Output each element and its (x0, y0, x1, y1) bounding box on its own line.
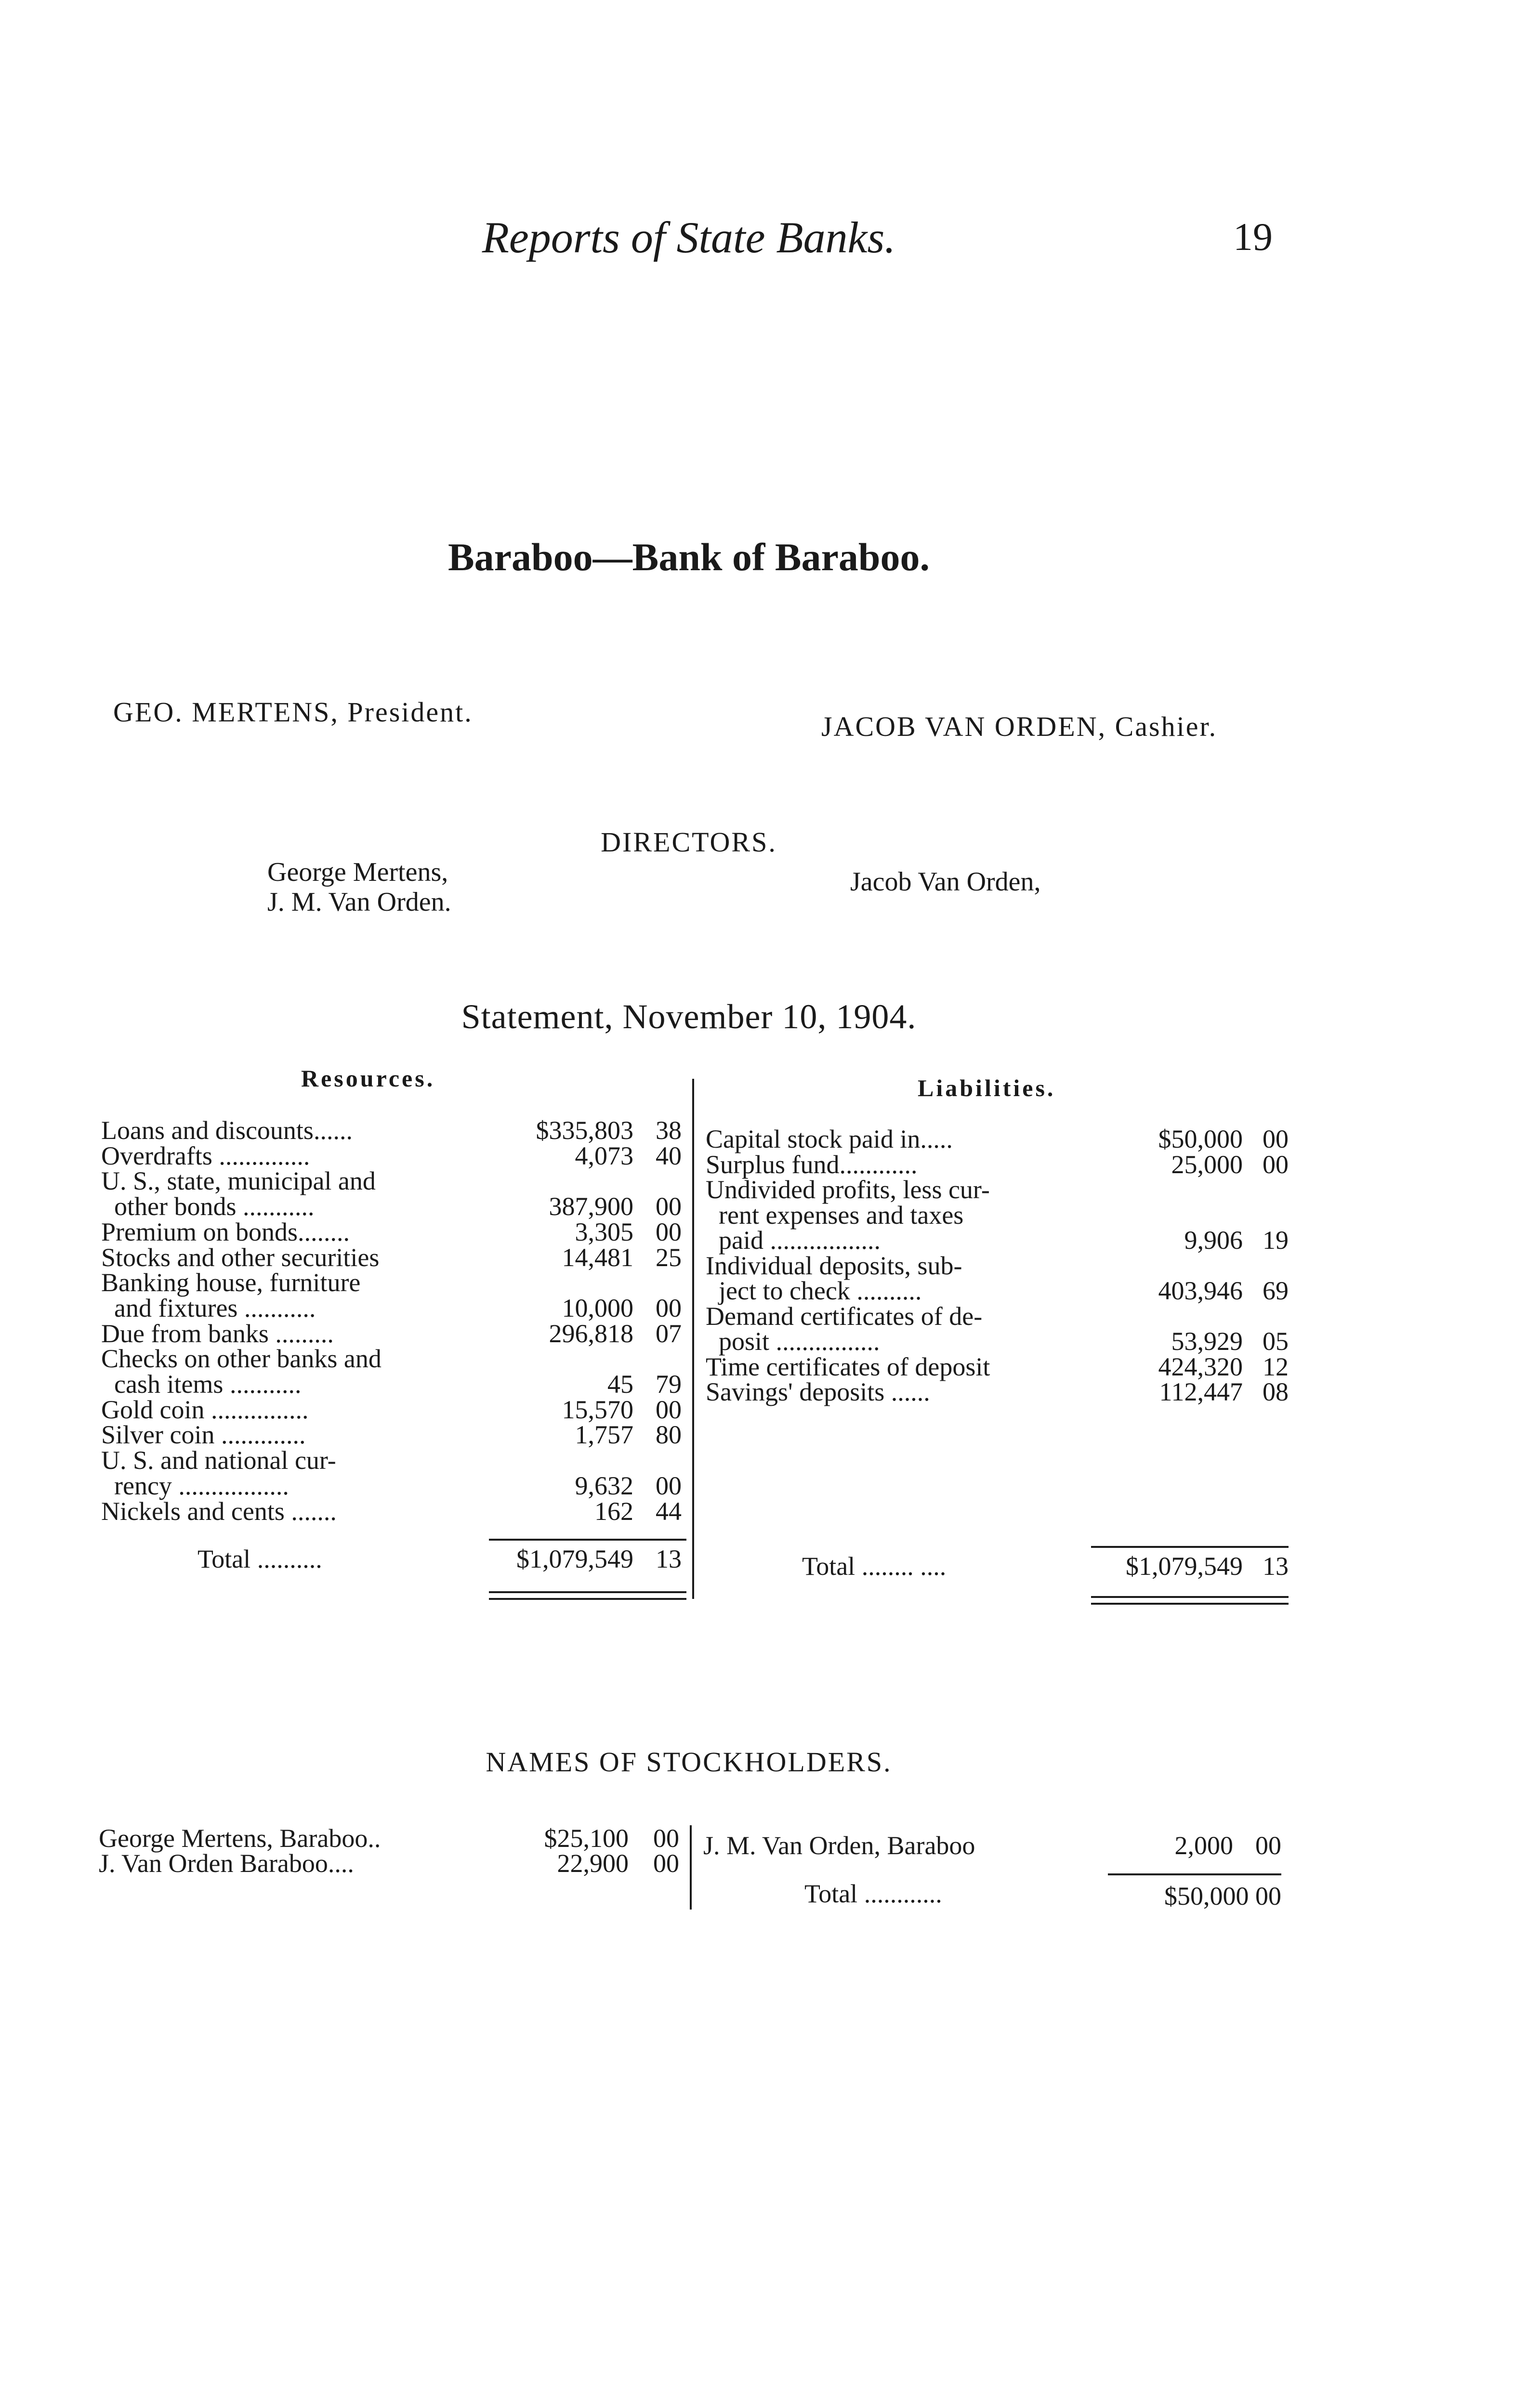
liabilities-heading: Liabilities. (918, 1074, 1056, 1101)
liability-amount: 53,929 (1171, 1327, 1243, 1356)
resource-amount: 14,481 (562, 1243, 633, 1272)
page-number: 19 (1233, 215, 1273, 259)
resource-cents: 00 (656, 1471, 682, 1500)
director-name: Jacob Van Orden, (850, 867, 1041, 897)
stockholder-cents: 00 (1255, 1831, 1281, 1860)
liability-amount: 9,906 (1184, 1226, 1243, 1255)
resource-amount: 9,632 (575, 1471, 633, 1500)
resource-amount: 10,000 (562, 1294, 633, 1322)
directors-left-list (267, 857, 451, 917)
liability-label: rent expenses and taxes (706, 1201, 964, 1230)
directors-heading: DIRECTORS. (601, 826, 777, 858)
stockholder-name: George Mertens, Baraboo.. (99, 1824, 381, 1853)
stockholders-heading: NAMES OF STOCKHOLDERS. (486, 1746, 892, 1778)
column-divider (690, 1825, 692, 1910)
liability-label: Surplus fund............ (706, 1150, 918, 1179)
resource-amount: 45 (607, 1370, 633, 1399)
resource-cents: 07 (656, 1319, 682, 1348)
director-name: George Mertens, (267, 857, 448, 887)
liabilities-total-amount: $1,079,549 (1126, 1552, 1243, 1581)
resources-total-amount: $1,079,549 (516, 1544, 633, 1573)
liability-label: ject to check .......... (706, 1276, 922, 1305)
stockholders-total-amount: $50,000 00 (1164, 1882, 1281, 1911)
stockholder-cents: 00 (653, 1824, 679, 1853)
resource-label: Loans and discounts...... (101, 1116, 353, 1145)
liability-cents: 00 (1263, 1125, 1289, 1153)
liabilities-total-label: Total ........ .... (802, 1552, 947, 1581)
resource-amount: 296,818 (549, 1319, 633, 1348)
resource-cents: 25 (656, 1243, 682, 1272)
liability-label: Capital stock paid in..... (706, 1125, 953, 1153)
resource-label: and fixtures ........... (101, 1294, 316, 1322)
double-rule (489, 1591, 686, 1593)
resource-label: Stocks and other securities (101, 1243, 380, 1272)
liability-cents: 19 (1263, 1226, 1289, 1255)
resource-label: Premium on bonds........ (101, 1217, 350, 1246)
liability-cents: 12 (1263, 1352, 1289, 1381)
resource-label: Overdrafts .............. (101, 1141, 310, 1170)
liability-amount: 424,320 (1158, 1352, 1243, 1381)
resource-amount: 3,305 (575, 1217, 633, 1246)
resource-label: Silver coin ............. (101, 1420, 306, 1449)
resource-label: Gold coin ............... (101, 1395, 309, 1424)
double-rule (1091, 1596, 1289, 1598)
resource-cents: 00 (656, 1217, 682, 1246)
resources-total-cents: 13 (656, 1544, 682, 1573)
resources-heading: Resources. (301, 1065, 435, 1092)
stockholders-total-label: Total ............ (804, 1879, 942, 1908)
resource-label: U. S. and national cur- (101, 1446, 336, 1475)
resource-amount: 1,757 (575, 1420, 633, 1449)
liability-cents: 69 (1263, 1276, 1289, 1305)
liability-label: Savings' deposits ...... (706, 1377, 930, 1406)
liability-label: Undivided profits, less cur- (706, 1175, 990, 1204)
resource-label: other bonds ........... (101, 1192, 315, 1221)
resource-amount: 387,900 (549, 1192, 633, 1221)
liability-cents: 08 (1263, 1377, 1289, 1406)
resource-label: rency ................. (101, 1471, 289, 1500)
resource-amount: 4,073 (575, 1141, 633, 1170)
liability-label: Time certificates of deposit (706, 1352, 990, 1381)
resource-cents: 00 (656, 1294, 682, 1322)
resource-amount: 162 (594, 1497, 633, 1526)
resource-label: Nickels and cents ....... (101, 1497, 337, 1526)
double-rule (489, 1598, 686, 1600)
column-divider (692, 1079, 694, 1599)
resource-label: cash items ........... (101, 1370, 302, 1399)
resource-cents: 40 (656, 1141, 682, 1170)
resource-cents: 80 (656, 1420, 682, 1449)
liability-label: paid ................. (706, 1226, 881, 1255)
statement-title: Statement, November 10, 1904. (461, 997, 917, 1036)
resource-cents: 00 (656, 1192, 682, 1221)
stockholder-cents: 00 (653, 1849, 679, 1878)
liability-label: Individual deposits, sub- (706, 1251, 962, 1280)
resource-cents: 44 (656, 1497, 682, 1526)
director-name: J. M. Van Orden. (267, 887, 451, 917)
liability-amount: $50,000 (1158, 1125, 1243, 1153)
resource-amount: $335,803 (536, 1116, 633, 1145)
resource-cents: 79 (656, 1370, 682, 1399)
bank-title: Baraboo—Bank of Baraboo. (447, 535, 930, 579)
running-header: Reports of State Banks. (482, 213, 896, 262)
liabilities-total-cents: 13 (1263, 1552, 1289, 1581)
liability-amount: 403,946 (1158, 1276, 1243, 1305)
stockholder-name: J. M. Van Orden, Baraboo (703, 1831, 975, 1860)
resource-amount: 15,570 (562, 1395, 633, 1424)
stockholder-amount: $25,100 (544, 1824, 629, 1853)
officer-president: GEO. MERTENS, President. (113, 696, 473, 728)
stockholder-name: J. Van Orden Baraboo.... (99, 1849, 354, 1878)
total-rule (489, 1539, 686, 1541)
resource-label: Checks on other banks and (101, 1344, 382, 1373)
stockholder-amount: 22,900 (557, 1849, 629, 1878)
resource-cents: 00 (656, 1395, 682, 1424)
liability-cents: 05 (1263, 1327, 1289, 1356)
liability-label: posit ................ (706, 1327, 880, 1356)
resource-label: U. S., state, municipal and (101, 1166, 376, 1195)
total-rule (1108, 1873, 1281, 1875)
liability-label: Demand certificates of de- (706, 1302, 983, 1331)
liability-cents: 00 (1263, 1150, 1289, 1179)
resource-cents: 38 (656, 1116, 682, 1145)
resources-total-label: Total .......... (197, 1544, 322, 1573)
total-rule (1091, 1546, 1289, 1548)
liability-amount: 112,447 (1159, 1377, 1243, 1406)
resource-label: Banking house, furniture (101, 1268, 361, 1297)
double-rule (1091, 1603, 1289, 1605)
stockholder-amount: 2,000 (1174, 1831, 1233, 1860)
officer-cashier: JACOB VAN ORDEN, Cashier. (821, 711, 1218, 742)
resource-label: Due from banks ......... (101, 1319, 334, 1348)
liability-amount: 25,000 (1171, 1150, 1243, 1179)
